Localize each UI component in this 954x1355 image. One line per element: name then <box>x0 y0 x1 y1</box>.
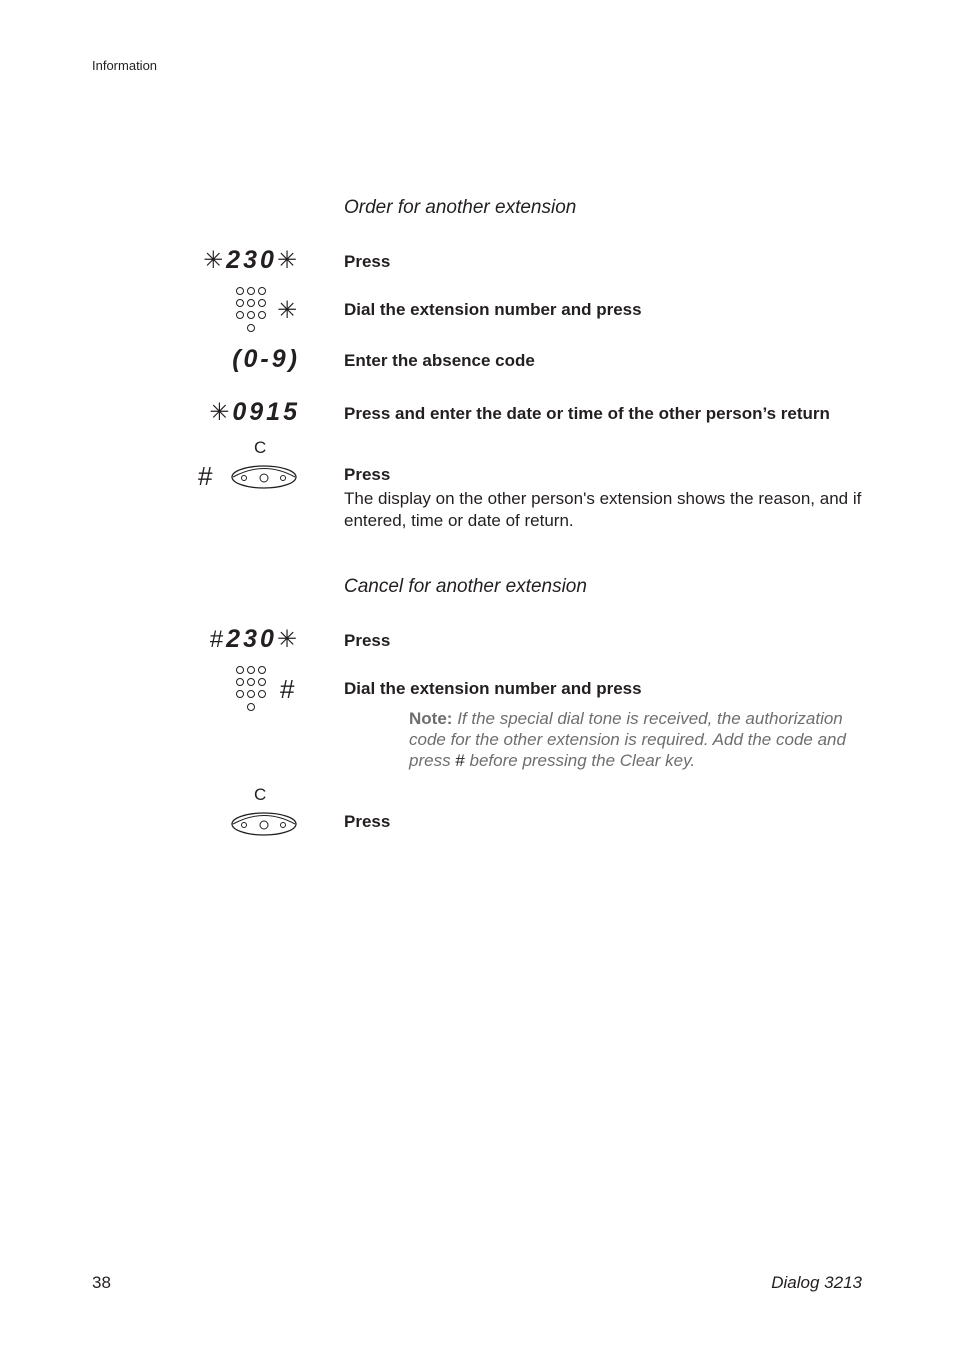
step-order-absence: Enter the absence code <box>344 351 535 370</box>
hash-icon: # <box>198 461 213 491</box>
star-icon: ✳ <box>276 626 300 653</box>
code-absence: (0-9) <box>232 345 300 373</box>
clear-key-icon <box>230 785 300 839</box>
step-cancel-clear: Press <box>344 812 391 831</box>
step-cancel-dial: Dial the extension number and press <box>344 679 642 698</box>
star-icon: ✳ <box>277 297 298 324</box>
code-digits: 230 <box>226 625 277 653</box>
clear-key-letter: C <box>254 785 267 804</box>
note <box>409 708 869 771</box>
star-icon: ✳ <box>209 399 233 426</box>
note-text-before: If the special dial tone is received, the authorization code for the other extension is required. Add the code and press <box>409 709 846 770</box>
star-icon: ✳ <box>203 247 227 274</box>
hash-icon: # <box>455 751 465 770</box>
code-digits: 0915 <box>232 398 300 426</box>
step-order-clear: Press <box>344 465 391 484</box>
step-cancel-press: Press <box>344 631 391 650</box>
step-order-dial: Dial the extension number and press <box>344 300 642 319</box>
code-digits: 230 <box>226 246 277 274</box>
running-header: Information <box>92 58 158 73</box>
clear-key-icon <box>230 438 300 492</box>
clear-key-letter: C <box>254 438 267 457</box>
hash-icon: # <box>209 626 227 653</box>
keypad-icon <box>232 286 272 334</box>
code-cancel-230 <box>120 625 300 654</box>
page-number: 38 <box>92 1273 111 1292</box>
section-title-order: Order for another extension <box>344 197 577 218</box>
star-icon: ✳ <box>276 247 300 274</box>
step-order-description: The display on the other person's extension shows the reason, and if entered, time or date of return. <box>344 489 862 530</box>
section-title-cancel: Cancel for another extension <box>344 576 587 597</box>
step-order-press: Press <box>344 252 391 271</box>
keypad-icon <box>232 665 272 713</box>
note-text-after: before pressing the Clear key. <box>469 751 696 770</box>
step-order-date: Press and enter the date or time of the other person’s return <box>344 404 830 423</box>
code-order-0915 <box>120 398 300 427</box>
hash-icon: # <box>280 674 295 704</box>
note-label: Note: <box>409 709 453 728</box>
code-order-230 <box>120 246 300 275</box>
product-name: Dialog 3213 <box>771 1273 862 1292</box>
